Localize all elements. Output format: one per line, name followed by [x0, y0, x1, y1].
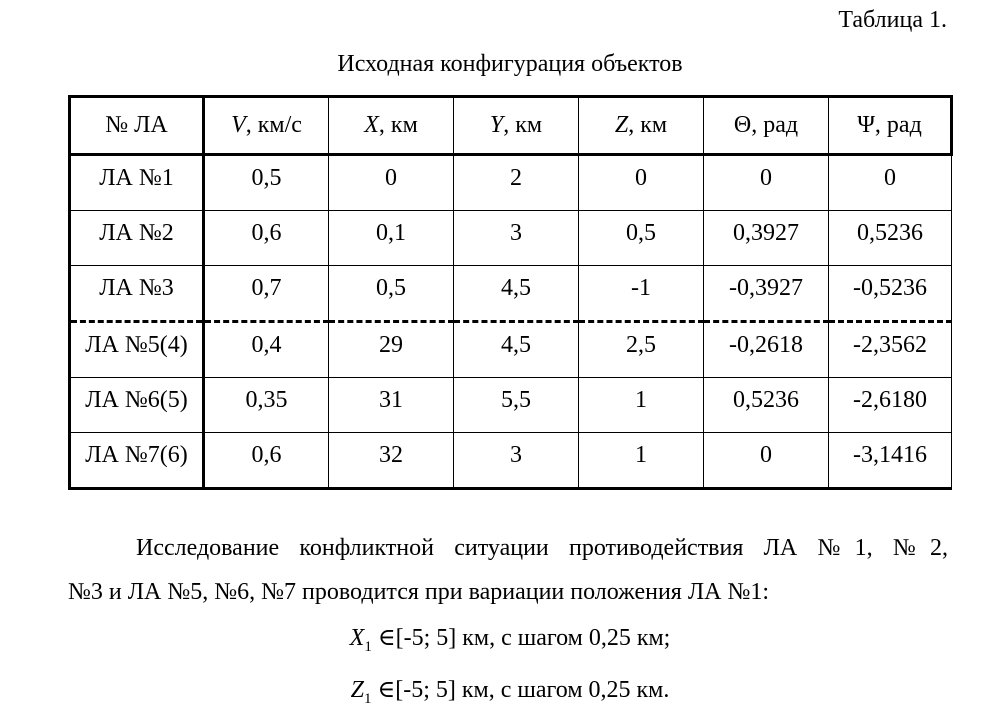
cell-psi: -3,1416	[829, 433, 952, 489]
cell-aircraft: ЛА №7(6)	[70, 433, 204, 489]
header-y: Y, км	[454, 97, 579, 155]
header-velocity: V, км/с	[204, 97, 329, 155]
cell-theta: 0	[704, 433, 829, 489]
cell-theta: 0,5236	[704, 378, 829, 433]
cell-z: 2,5	[579, 322, 704, 378]
cell-velocity: 0,6	[204, 211, 329, 266]
cell-y: 4,5	[454, 322, 579, 378]
paragraph-line-2: №3 и ЛА №5, №6, №7 проводится при вариации положения ЛА №1:	[68, 579, 770, 605]
cell-aircraft: ЛА №5(4)	[70, 322, 204, 378]
header-x: X, км	[329, 97, 454, 155]
cell-psi: 0	[829, 155, 952, 211]
table-caption: Исходная конфигурация объектов	[337, 51, 683, 77]
table-number: Таблица 1.	[838, 7, 947, 33]
cell-y: 3	[454, 433, 579, 489]
cell-aircraft: ЛА №6(5)	[70, 378, 204, 433]
cell-x: 0,5	[329, 266, 454, 322]
table-row	[70, 322, 952, 378]
cell-y: 4,5	[454, 266, 579, 322]
paragraph-line-1: Исследование конфликтной ситуации противодействия ЛА №1, №2,	[136, 535, 948, 561]
cell-velocity: 0,7	[204, 266, 329, 322]
header-aircraft: № ЛА	[70, 97, 204, 155]
cell-psi: 0,5236	[829, 211, 952, 266]
cell-x: 0,1	[329, 211, 454, 266]
cell-z: 1	[579, 378, 704, 433]
table-row	[70, 211, 952, 266]
configuration-table	[68, 95, 953, 490]
cell-y: 2	[454, 155, 579, 211]
cell-theta: -0,2618	[704, 322, 829, 378]
header-theta: Θ, рад	[704, 97, 829, 155]
cell-x: 0	[329, 155, 454, 211]
table-row	[70, 266, 952, 322]
cell-x: 32	[329, 433, 454, 489]
formula-z-range: $Z_1$ ∈[-5; 5] км, с шагом 0,25 км.	[350, 677, 670, 707]
cell-z: 1	[579, 433, 704, 489]
header-z: Z, км	[579, 97, 704, 155]
table-row	[70, 378, 952, 433]
cell-psi: -2,3562	[829, 322, 952, 378]
table-row	[70, 433, 952, 489]
cell-theta: 0	[704, 155, 829, 211]
cell-z: 0	[579, 155, 704, 211]
table-header-row	[70, 97, 952, 155]
cell-theta: -0,3927	[704, 266, 829, 322]
cell-y: 5,5	[454, 378, 579, 433]
cell-z: -1	[579, 266, 704, 322]
cell-velocity: 0,35	[204, 378, 329, 433]
cell-velocity: 0,5	[204, 155, 329, 211]
cell-aircraft: ЛА №3	[70, 266, 204, 322]
cell-velocity: 0,4	[204, 322, 329, 378]
cell-aircraft: ЛА №2	[70, 211, 204, 266]
cell-x: 31	[329, 378, 454, 433]
formula-x-range: $X_1$ ∈[-5; 5] км, с шагом 0,25 км;	[349, 625, 671, 655]
cell-psi: -2,6180	[829, 378, 952, 433]
cell-psi: -0,5236	[829, 266, 952, 322]
cell-z: 0,5	[579, 211, 704, 266]
table-row	[70, 155, 952, 211]
header-psi: Ψ, рад	[829, 97, 952, 155]
cell-x: 29	[329, 322, 454, 378]
cell-velocity: 0,6	[204, 433, 329, 489]
cell-theta: 0,3927	[704, 211, 829, 266]
cell-aircraft: ЛА №1	[70, 155, 204, 211]
cell-y: 3	[454, 211, 579, 266]
